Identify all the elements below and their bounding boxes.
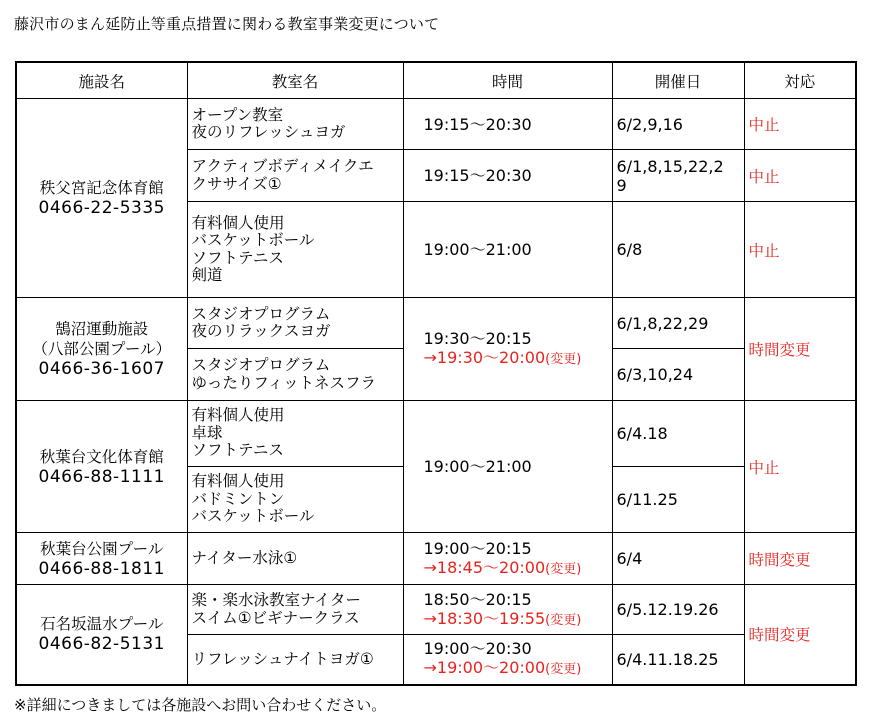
facility-cell	[16, 298, 187, 401]
class-cell	[187, 585, 403, 635]
header-facility: 施設名	[16, 62, 187, 99]
class-line: 有料個人使用	[191, 406, 285, 425]
time-text: 19:15〜20:30	[423, 114, 532, 134]
response-cell: 中止	[744, 401, 856, 533]
table-row	[16, 298, 856, 349]
class-line: クササイズ①	[191, 174, 282, 193]
class-line: 有料個人使用	[191, 472, 285, 491]
class-line: スイム①ビギナークラス	[191, 608, 360, 627]
class-line: スタジオプログラム	[191, 304, 331, 323]
class-cell	[187, 533, 403, 585]
dates-line: 6/1,8,15,22,2	[616, 156, 724, 176]
time-text: 19:00〜20:15	[423, 538, 532, 558]
dates-line: 9	[616, 175, 627, 195]
time-text: 19:00〜21:00	[423, 240, 532, 259]
dates-cell: 6/1,8,22,29	[612, 298, 744, 349]
time-cell	[403, 533, 612, 585]
header-time: 時間	[403, 62, 612, 99]
class-line: 夜のリフレッシュヨガ	[191, 123, 346, 141]
class-line: ナイター水泳①	[191, 548, 298, 567]
time-cell	[403, 635, 612, 685]
class-cell	[187, 467, 403, 533]
class-cell	[187, 298, 403, 349]
class-line: アクティブボディメイクエ	[191, 157, 374, 175]
header-dates: 開催日	[612, 62, 744, 99]
time-cell	[403, 585, 612, 635]
facility-cell	[16, 585, 187, 685]
facility-phone: 0466-88-1811	[38, 558, 165, 579]
table-row	[16, 401, 856, 467]
dates-cell: 6/4	[612, 533, 744, 585]
class-line: 卓球	[191, 423, 223, 442]
class-line: バスケットボール	[191, 507, 315, 526]
facility-phone: 0466-22-5335	[38, 198, 165, 218]
facility-name: 秩父宮記念体育館	[39, 179, 164, 197]
response-cell: 時間変更	[744, 585, 856, 685]
facility-name: 秋葉台公園プール	[40, 539, 164, 558]
class-line: ゆったりフィットネスフラ	[191, 373, 376, 392]
dates-cell: 6/5.12.19.26	[612, 585, 744, 635]
facility-name-extra: （八部公園プール）	[32, 340, 172, 358]
facility-cell	[16, 99, 187, 298]
class-cell	[187, 635, 403, 685]
facility-name: 石名坂温水プール	[40, 615, 164, 634]
dates-cell: 6/3,10,24	[612, 349, 744, 401]
dates-cell: 6/2,9,16	[612, 99, 744, 150]
time-text: 19:30〜20:15	[423, 329, 532, 348]
response-cell: 中止	[744, 99, 856, 150]
table-row	[16, 533, 856, 585]
time-cell	[403, 150, 612, 202]
class-line: 夜のリラックスヨガ	[191, 322, 331, 340]
dates-cell: 6/8	[612, 202, 744, 298]
class-line: バドミントン	[191, 489, 285, 508]
class-cell	[187, 401, 403, 467]
table-row	[16, 99, 856, 150]
dates-cell: 6/4.18	[612, 401, 744, 467]
dates-cell: 6/11.25	[612, 467, 744, 533]
header-class: 教室名	[187, 62, 403, 99]
header-response: 対応	[744, 62, 856, 99]
class-cell	[187, 99, 403, 150]
dates-cell: 6/4.11.18.25	[612, 635, 744, 685]
facility-name: 秋葉台文化体育館	[39, 447, 164, 466]
response-cell: 時間変更	[744, 533, 856, 585]
facility-phone: 0466-88-1111	[38, 466, 165, 487]
time-text: 19:15〜20:30	[423, 166, 532, 185]
response-cell: 中止	[744, 150, 856, 202]
facility-cell	[16, 533, 187, 585]
header-row	[16, 62, 856, 99]
response-cell: 中止	[744, 202, 856, 298]
facility-name: 鵠沼運動施設	[55, 320, 149, 338]
dates-cell	[612, 150, 744, 202]
table-row	[16, 585, 856, 635]
response-cell: 時間変更	[744, 298, 856, 401]
schedule-table	[15, 61, 857, 686]
time-changed: →18:30〜19:55(変更)	[423, 608, 582, 628]
time-text: 18:50〜20:15	[423, 589, 532, 609]
class-cell	[187, 349, 403, 401]
facility-phone: 0466-82-5131	[38, 634, 165, 655]
class-line: オープン教室	[191, 105, 284, 124]
time-cell	[403, 202, 612, 298]
class-cell	[187, 202, 403, 298]
class-cell	[187, 150, 403, 202]
page-title: 藤沢市のまん延防止等重点措置に関わる教室事業変更について	[14, 15, 440, 33]
time-changed: →19:00〜20:00(変更)	[423, 658, 582, 678]
class-line: バスケットボール	[191, 231, 315, 249]
class-line: ソフトテニス	[191, 248, 284, 267]
facility-phone: 0466-36-1607	[38, 359, 165, 379]
time-cell	[403, 298, 612, 401]
class-line: 剣道	[191, 266, 223, 284]
class-line: 有料個人使用	[191, 213, 285, 232]
class-line: スタジオプログラム	[191, 356, 331, 374]
class-line: ソフトテニス	[191, 441, 284, 460]
facility-cell	[16, 401, 187, 533]
time-cell	[403, 401, 612, 533]
time-text: 19:00〜21:00	[423, 457, 532, 476]
time-changed: →18:45〜20:00(変更)	[423, 557, 582, 577]
class-line: 楽・楽水泳教室ナイター	[191, 591, 361, 609]
class-line: リフレッシュナイトヨガ①	[191, 649, 374, 668]
footnote: ※詳細につきましては各施設へお問い合わせください。	[14, 696, 387, 714]
time-changed: →19:30〜20:00(変更)	[423, 348, 582, 367]
time-text: 19:00〜20:30	[423, 639, 532, 659]
time-cell	[403, 99, 612, 150]
